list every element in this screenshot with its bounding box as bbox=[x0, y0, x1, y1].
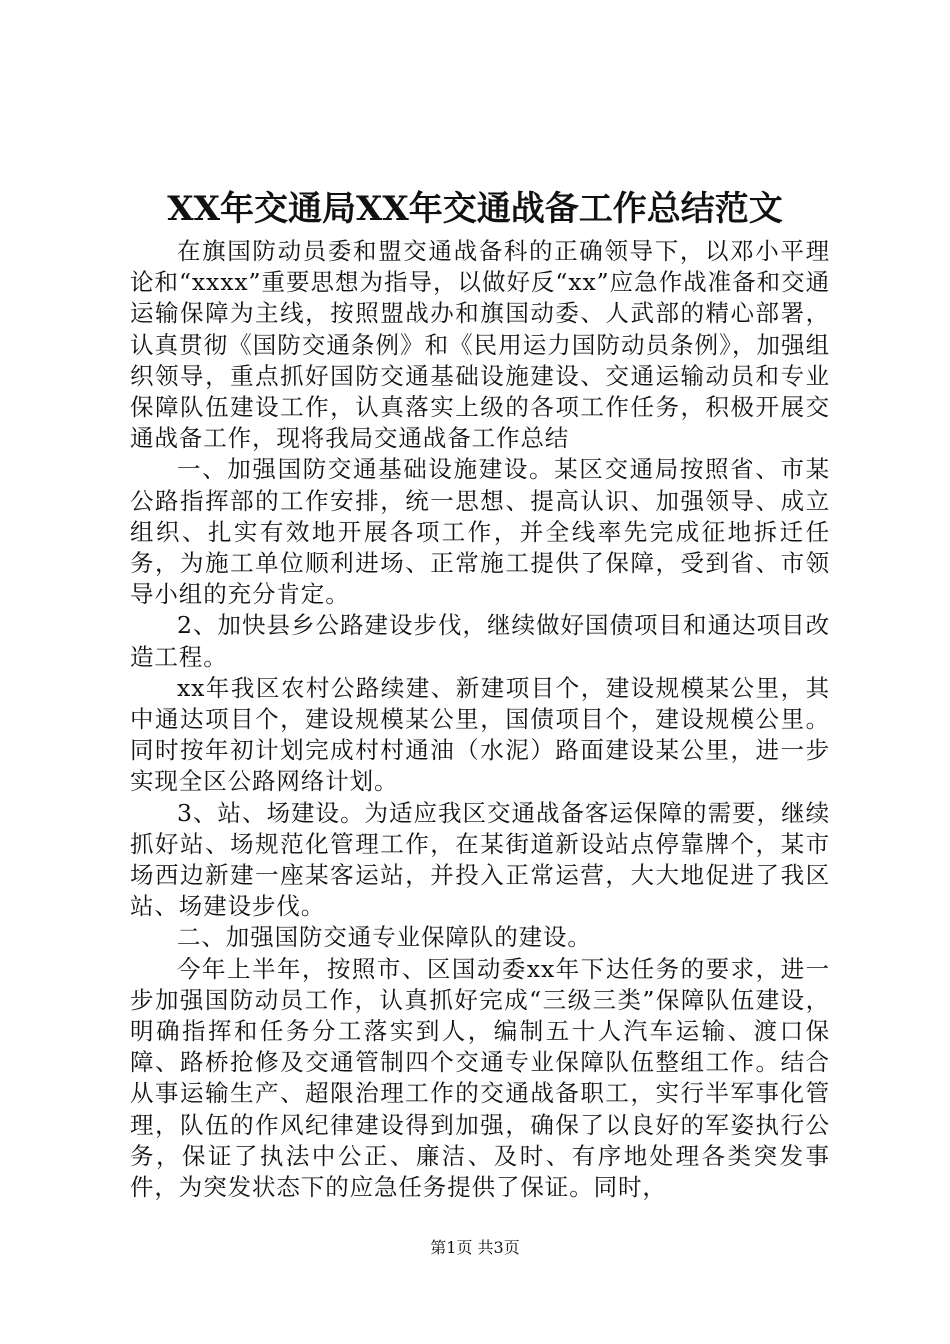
paragraph-support-teams: 今年上半年，按照市、区国动委xx年下达任务的要求，进一步加强国防动员工作，认真抓好完成“三级三类”保障队伍建设，明确指挥和任务分工落实到人，编制五十人汽车运输、渡口保障、路桥抢修及交通管制四个交通专业保障队伍整组工作。结合从事运输生产、超限治理工作的交通战备职工，实行半军事化管理，队伍的作风纪律建设得到加强，确保了以良好的军姿执行公务，保证了执法中公正、廉洁、及时、有序地处理各类突发事件，为突发状态下的应急任务提供了保证。同时， bbox=[130, 954, 830, 1202]
paragraph-section-1: 一、加强国防交通基础设施建设。某区交通局按照省、市某公路指挥部的工作安排，统一思想、提高认识、加强领导、成立组织、扎实有效地开展各项工作，并全线率先完成征地拆迁任务，为施工单位顺利进场、正常施工提供了保障，受到省、市领导小组的充分肯定。 bbox=[130, 455, 830, 609]
paragraph-intro: 在旗国防动员委和盟交通战备科的正确领导下，以邓小平理论和“xxxx”重要思想为指导，以做好反“xx”应急作战准备和交通运输保障为主线，按照盟战办和旗国动委、人武部的精心部署，认真贯彻《国防交通条例》和《民用运力国防动员条例》，加强组织领导，重点抓好国防交通基础设施建设、交通运输动员和专业保障队伍建设工作，认真落实上级的各项工作任务，积极开展交通战备工作，现将我局交通战备工作总结 bbox=[130, 237, 830, 453]
document-title: XX年交通局XX年交通战备工作总结范文 bbox=[167, 189, 783, 229]
page-number: 第1页 共3页 bbox=[430, 1238, 520, 1257]
paragraph-item-2: 2、加快县乡公路建设步伐，继续做好国债项目和通达项目改造工程。 bbox=[130, 611, 830, 671]
paragraph-rural-roads: xx年我区农村公路续建、新建项目个，建设规模某公里，其中通达项目个，建设规模某公里，国债项目个，建设规模公里。同时按年初计划完成村村通油（水泥）路面建设某公里，进一步实现全区公路网络计划。 bbox=[130, 673, 830, 796]
paragraph-item-3: 3、站、场建设。为适应我区交通战备客运保障的需要，继续抓好站、场规范化管理工作，在某街道新设站点停靠牌个，某市场西边新建一座某客运站，并投入正常运营，大大地促进了我区站、场建设步伐。 bbox=[130, 798, 830, 921]
document-body bbox=[130, 236, 830, 1203]
paragraph-section-2: 二、加强国防交通专业保障队的建设。 bbox=[177, 923, 592, 952]
